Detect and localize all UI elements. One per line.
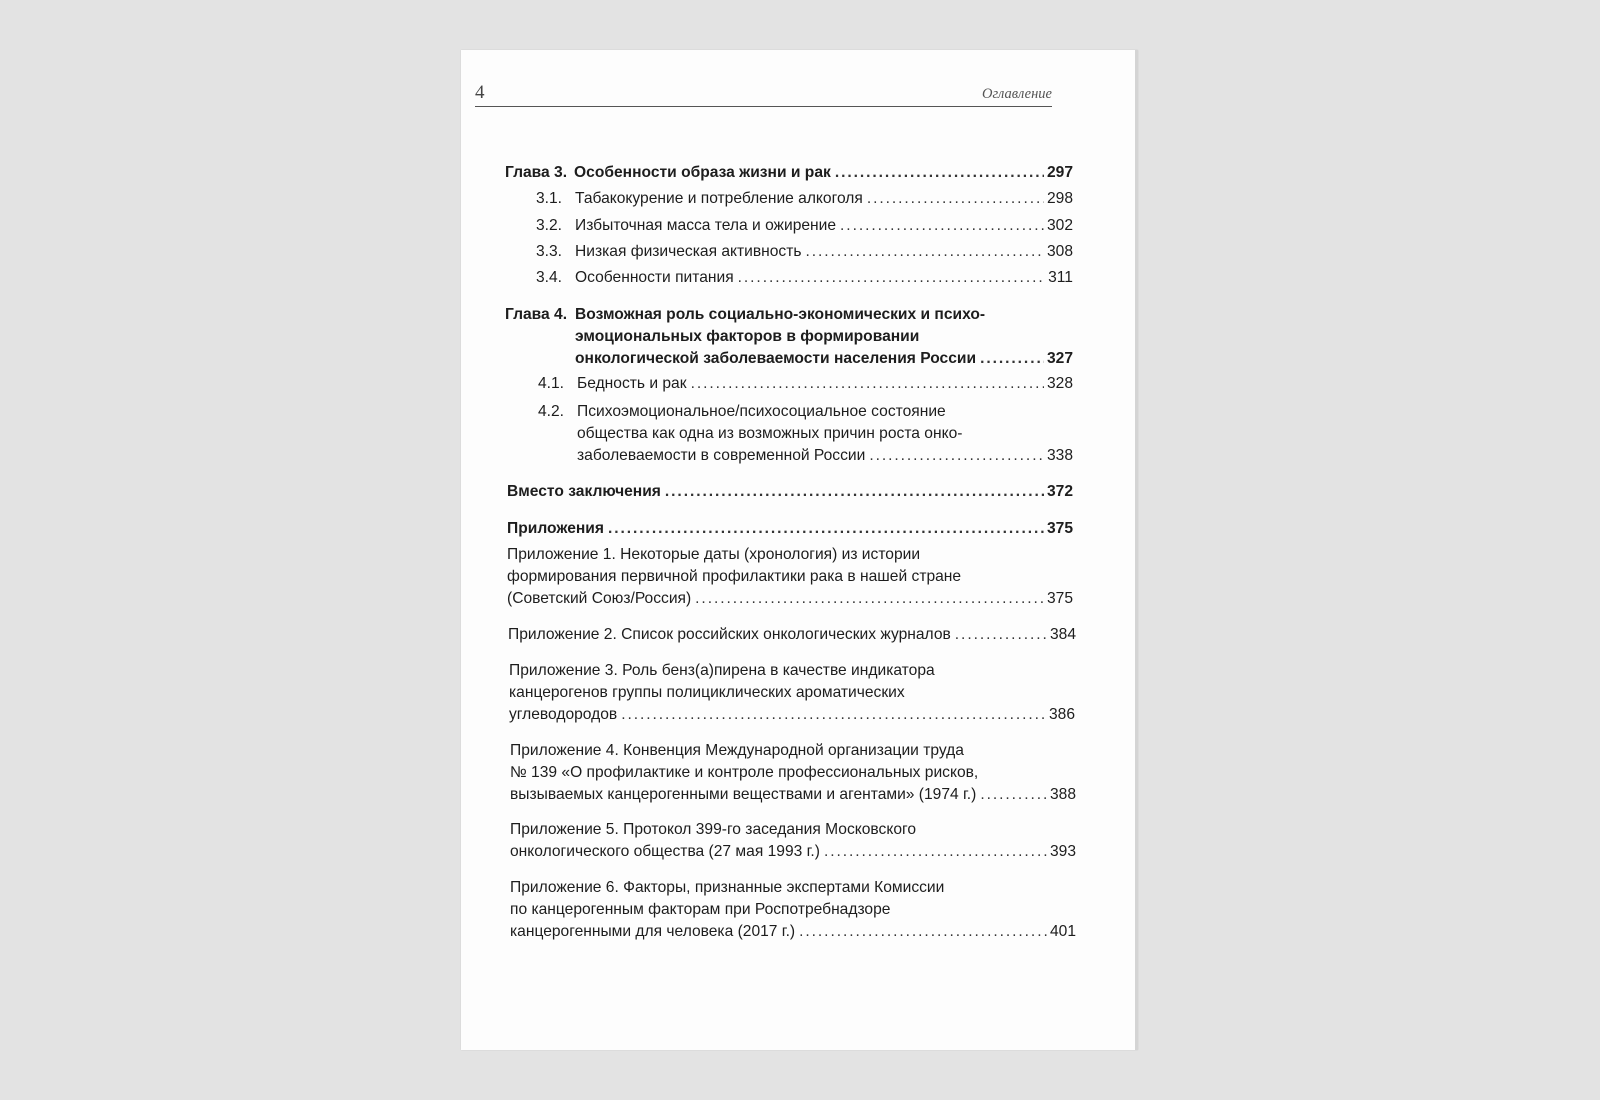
appendices-title: Приложения (507, 520, 604, 537)
toc-section-3-3[interactable] (536, 241, 1073, 263)
toc-appendix-3[interactable] (509, 660, 1075, 726)
section-number: 4.2. (538, 403, 565, 420)
appendix-title-line: канцерогенными для человека (2017 г.) (510, 923, 796, 940)
page-ref: 327 (1046, 350, 1073, 367)
appendix-title-line: № 139 «О профилактике и контроле профессиональных рисков, (510, 764, 979, 781)
page-ref: 393 (1049, 843, 1076, 860)
section-title: Табакокурение и потребление алкоголя (575, 190, 863, 207)
dot-leader (869, 445, 1044, 467)
chapter-title-line: Возможная роль социально-экономических и психо- (575, 306, 986, 323)
toc-section-3-2[interactable] (536, 215, 1073, 237)
appendix-title-line: канцерогенов группы полициклических ароматических (509, 684, 905, 701)
toc-section-4-1[interactable] (538, 373, 1073, 395)
page-ref: 302 (1046, 217, 1073, 234)
dot-leader (608, 518, 1044, 540)
section-title-line: общества как одна из возможных причин роста онко- (577, 425, 963, 442)
toc-chapter-4[interactable] (505, 304, 1073, 370)
section-number: 3.1. (536, 190, 563, 207)
page-edge (1135, 50, 1138, 1050)
toc-appendix-1[interactable] (507, 544, 1073, 610)
dot-leader (738, 267, 1045, 289)
page-ref: 308 (1046, 243, 1073, 260)
section-title: Бедность и рак (577, 375, 687, 392)
toc-section-3-4[interactable] (536, 267, 1073, 289)
toc-section-3-1[interactable] (536, 188, 1073, 210)
page-ref: 401 (1049, 923, 1076, 940)
book-page (461, 50, 1138, 1050)
page-ref: 328 (1046, 375, 1073, 392)
section-title: Избыточная масса тела и ожирение (575, 217, 837, 234)
dot-leader (799, 921, 1047, 943)
toc-chapter-3[interactable] (505, 162, 1073, 184)
page-ref: 375 (1046, 520, 1073, 537)
page-number: 4 (475, 82, 485, 103)
page-ref: 311 (1048, 269, 1073, 286)
appendix-title-line: онкологического общества (27 мая 1993 г.) (510, 843, 820, 860)
dot-leader (621, 704, 1046, 726)
appendix-title-line: Приложение 2. Список российских онкологических журналов (508, 626, 951, 643)
dot-leader (980, 348, 1044, 370)
appendix-title-line: по канцерогенным факторам при Роспотребнадзоре (510, 901, 891, 918)
chapter-title: Особенности образа жизни и рак (574, 164, 831, 181)
page-ref: 298 (1046, 190, 1073, 207)
section-title-line: Психоэмоциональное/психосоциальное состояние (577, 403, 946, 420)
page-ref: 372 (1046, 483, 1073, 500)
toc-section-4-2[interactable] (538, 401, 1073, 467)
page-ref: 384 (1049, 626, 1076, 643)
chapter-label: Глава 3. (505, 164, 568, 181)
appendix-title-line: углеводородов (509, 706, 618, 723)
section-title: Низкая физическая активность (575, 243, 802, 260)
page-ref: 297 (1046, 164, 1073, 181)
page-ref: 388 (1049, 786, 1076, 803)
dot-leader (980, 784, 1047, 806)
page-ref: 338 (1046, 447, 1073, 464)
toc-appendix-4[interactable] (510, 740, 1076, 806)
appendix-title-line: Приложение 4. Конвенция Международной организации труда (510, 742, 964, 759)
section-title: Особенности питания (575, 269, 734, 286)
section-number: 3.3. (536, 243, 563, 260)
chapter-title-line: эмоциональных факторов в формировании (575, 328, 920, 345)
toc-appendices[interactable] (507, 518, 1073, 540)
appendix-title-line: формирования первичной профилактики рака в нашей стране (507, 568, 962, 585)
page-ref: 386 (1048, 706, 1075, 723)
dot-leader (840, 215, 1044, 237)
appendix-title-line: Приложение 5. Протокол 399-го заседания Московского (510, 821, 917, 838)
section-title: Оглавление (982, 86, 1052, 102)
appendix-title-line: Приложение 1. Некоторые даты (хронология) из истории (507, 546, 921, 563)
chapter-label: Глава 4. (505, 306, 568, 323)
conclusion-title: Вместо заключения (507, 483, 661, 500)
section-title-line: заболеваемости в современной России (577, 447, 866, 464)
dot-leader (691, 373, 1044, 395)
appendix-title-line: вызываемых канцерогенными веществами и агентами» (1974 г.) (510, 786, 977, 803)
appendix-title-line: Приложение 3. Роль бенз(а)пирена в качестве индикатора (509, 662, 935, 679)
page-ref: 375 (1046, 590, 1073, 607)
dot-leader (867, 188, 1044, 210)
dot-leader (695, 588, 1044, 610)
table-of-contents (461, 50, 1138, 1050)
appendix-title-line: Приложение 6. Факторы, признанные экспертами Комиссии (510, 879, 945, 896)
dot-leader (835, 162, 1044, 184)
toc-appendix-5[interactable] (510, 819, 1076, 863)
dot-leader (806, 241, 1044, 263)
chapter-title-line: онкологической заболеваемости населения России (575, 350, 977, 367)
section-number: 4.1. (538, 375, 565, 392)
toc-appendix-2[interactable] (508, 624, 1076, 646)
section-number: 3.4. (536, 269, 563, 286)
dot-leader (665, 481, 1044, 503)
appendix-title-line: (Советский Союз/Россия) (507, 590, 692, 607)
dot-leader (955, 624, 1047, 646)
toc-appendix-6[interactable] (510, 877, 1076, 943)
dot-leader (824, 841, 1047, 863)
toc-conclusion[interactable] (507, 481, 1073, 503)
section-number: 3.2. (536, 217, 563, 234)
